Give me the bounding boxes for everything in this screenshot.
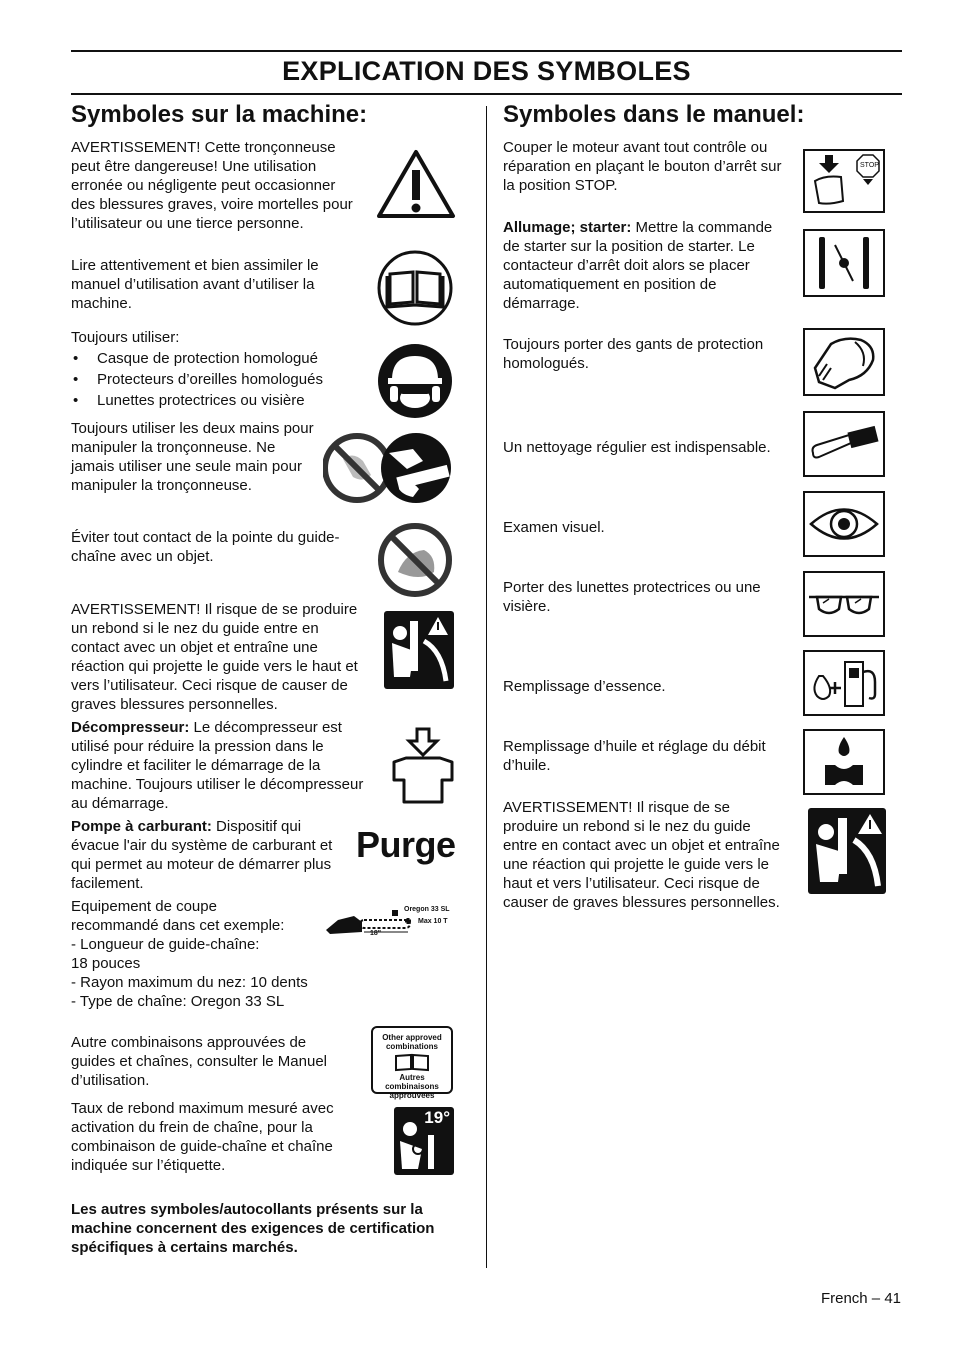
gloves-text: Toujours porter des gants de protection homologués.: [503, 336, 764, 372]
column-divider: [486, 106, 487, 1268]
rebound-text: Taux de rebond maximum mesuré avec activation du frein de chaîne, pour la combinaison de guide-chaîne et chaîne indiquée sur l’étiquette.: [71, 1100, 334, 1174]
starter-text: [503, 218, 785, 313]
protective-gloves-icon: [803, 328, 885, 396]
stop-sign-label: STOP: [860, 162, 879, 169]
equip-block: [71, 897, 331, 1011]
decomp-label: Décompresseur:: [71, 719, 190, 736]
decomp-body: Le décompresseur est utilisé pour réduire la pression dans le cylindre et faciliter le démarrage de la machine. Toujours utiliser le décompresseur au démarrage.: [71, 719, 364, 812]
no-tip-contact-icon: [376, 522, 454, 598]
choke-starter-icon: [803, 229, 885, 297]
pump-text: [71, 817, 346, 893]
ppe-item-ear: • Protecteurs d’oreilles homologués: [71, 370, 361, 389]
book-icon: [392, 1052, 432, 1072]
right-heading: Symboles dans le manuel:: [503, 101, 805, 128]
starter-label: Allumage; starter:: [503, 219, 632, 236]
decompressor-icon: [390, 726, 456, 808]
kickback-warning-icon: [384, 611, 454, 689]
rebound-value: 19°: [424, 1108, 450, 1127]
ppe-item-eyes: • Lunettes protectrices ou visière: [71, 391, 361, 410]
top-rule: [71, 50, 902, 52]
oil-refill-icon: [803, 729, 885, 795]
read-manual-icon: [376, 250, 454, 326]
rebound-rate-icon: [394, 1107, 454, 1175]
two-hands-icon: [323, 431, 453, 505]
stop-switch-icon: [803, 149, 885, 213]
approved-combinations-icon: [371, 1026, 453, 1100]
equip-line: - Type de chaîne: Oregon 33 SL: [71, 993, 285, 1010]
visual-text: Examen visuel.: [503, 519, 605, 536]
equip-line: - Longueur de guide-chaîne:: [71, 936, 260, 953]
equip-line: Equipement de coupe: [71, 898, 217, 915]
combo-top-1: Other approved: [382, 1033, 442, 1042]
fuel-refill-icon: [803, 650, 885, 716]
ppe-item-helmet: • Casque de protection homologué: [71, 349, 361, 368]
oil-text: Remplissage d’huile et réglage du débit d’huile.: [503, 738, 766, 774]
ppe-intro: Toujours utiliser:: [71, 329, 180, 346]
kickback-text-left: AVERTISSEMENT! Il risque de se produire un rebond si le nez du guide entre en contact avec un objet et entraîne une réaction qui projette le guide vers le haut et vers l’utilisateur. Ceci risque de causer de graves blessures personnelles.: [71, 601, 358, 713]
purge-label: Purge: [356, 824, 456, 865]
helmet-ear-eye-protection-icon: [376, 342, 454, 420]
page-footer: French – 41: [820, 1290, 901, 1307]
equip-line: - Rayon maximum du nez: 10 dents: [71, 974, 308, 991]
ppe-block: [71, 328, 361, 410]
cleaning-brush-icon: [803, 411, 885, 477]
pump-label: Pompe à carburant:: [71, 818, 212, 835]
tip-contact-text: Éviter tout contact de la pointe du guide-chaîne avec un objet.: [71, 529, 340, 565]
title-rule: [71, 93, 902, 95]
combo-bot-2: approuvées: [389, 1091, 435, 1100]
two-hands-text: Toujours utiliser les deux mains pour manipuler la tronçonneuse. Ne jamais utiliser une seule main pour manipuler la tronçonneuse.: [71, 420, 314, 494]
stop-text: Couper le moteur avant tout contrôle ou réparation en plaçant le bouton d’arrêt sur la position STOP.: [503, 139, 782, 194]
kickback-text-right: AVERTISSEMENT! Il risque de se produire un rebond si le nez du guide entre en contact avec un objet et entraîne une réaction qui projette le guide vers le haut et vers l’utilisateur. Ceci risque de causer de graves blessures personnelles.: [503, 799, 780, 911]
manual-text: Lire attentivement et bien assimiler le manuel d’utilisation avant d’utiliser la machine.: [71, 257, 319, 312]
equip-line: 18 pouces: [71, 955, 141, 972]
footnote-text: Les autres symboles/autocollants présents sur la machine concernent des exigences de certification spécifiques à certains marchés.: [71, 1201, 435, 1256]
fuel-text: Remplissage d’essence.: [503, 678, 666, 695]
eye-inspection-icon: [803, 491, 885, 557]
cutting-equipment-icon: [324, 902, 458, 942]
page-title: EXPLICATION DES SYMBOLES: [282, 56, 691, 86]
combo-top-2: combinations: [385, 1042, 438, 1051]
kickback-warning-icon: [808, 808, 886, 894]
starter-body: Mettre la commande de starter sur la position de starter. Le contacteur d’arrêt doit alors se placer automatiquement en position de démarrage.: [503, 219, 773, 312]
glasses-text: Porter des lunettes protectrices ou une visière.: [503, 579, 761, 615]
cleaning-text: Un nettoyage régulier est indispensable.: [503, 439, 771, 456]
warning-text: AVERTISSEMENT! Cette tronçonneuse peut être dangereuse! Une utilisation erronée ou négligente peut occasionner des blessures graves, voire mortelles pour l’utilisateur ou une tierce personne.: [71, 139, 353, 232]
left-heading: Symboles sur la machine:: [71, 101, 368, 128]
pump-body: Dispositif qui évacue l'air du système de carburant et qui permet au moteur de démarrer plus facilement.: [71, 818, 333, 892]
equip-max-teeth: Max 10 T: [418, 918, 448, 925]
combo-bot-1: Autres combinaisons: [385, 1073, 439, 1091]
safety-glasses-icon: [803, 571, 885, 637]
equip-length: 18": [370, 930, 382, 937]
equip-line: recommandé dans cet exemple:: [71, 917, 285, 934]
decomp-text: [71, 718, 366, 813]
equip-chain-type: Oregon 33 SL: [404, 906, 450, 913]
other-combos-text: Autre combinaisons approuvées de guides et chaînes, consulter le Manuel d’utilisation.: [71, 1034, 327, 1089]
warning-triangle-icon: [376, 148, 456, 220]
